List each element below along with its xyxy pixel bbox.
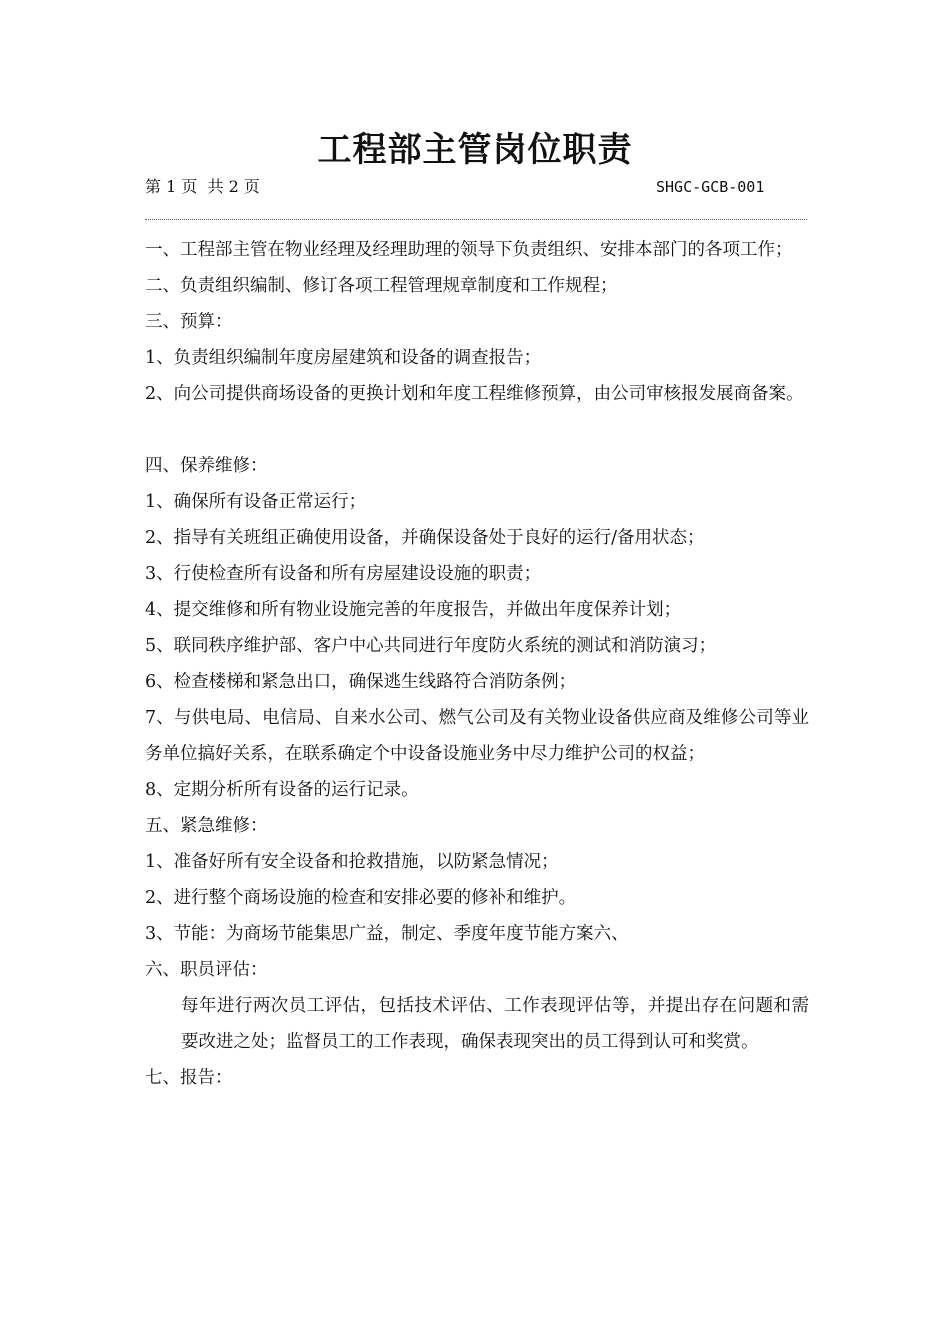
- paragraph-1: 一、工程部主管在物业经理及经理助理的领导下负责组织、安排本部门的各项工作；: [145, 240, 793, 260]
- list-item: 3、行使检查所有设备和所有房屋建设设施的职责；: [145, 564, 542, 584]
- list-item: 1、确保所有设备正常运行；: [145, 492, 367, 512]
- list-item: 8、定期分析所有设备的运行记录。: [145, 780, 419, 800]
- blank-line: [145, 412, 809, 448]
- list-item: 2、进行整个商场设施的检查和安排必要的修补和维护。: [145, 888, 577, 908]
- list-item: 4、提交维修和所有物业设施完善的年度报告，并做出年度保养计划；: [145, 600, 682, 620]
- section-heading-budget: 三、预算：: [145, 312, 233, 332]
- list-item: 1、负责组织编制年度房屋建筑和设备的调查报告；: [145, 348, 542, 368]
- document-body: [145, 232, 809, 1096]
- list-item: 5、联同秩序维护部、客户中心共同进行年度防火系统的测试和消防演习；: [145, 636, 717, 656]
- list-item: 7、与供电局、电信局、自来水公司、燃气公司及有关物业设备供应商及维修公司等业务单位搞好关系，在联系确定个中设备设施业务中尽力维护公司的权益；: [145, 708, 809, 764]
- page-info: 第 1 页 共 2 页: [145, 177, 260, 196]
- list-item: 1、准备好所有安全设备和抢救措施，以防紧急情况；: [145, 852, 559, 872]
- list-item: 2、指导有关班组正确使用设备，并确保设备处于良好的运行/备用状态；: [145, 528, 705, 548]
- list-item: 3、节能：为商场节能集思广益，制定、季度年度节能方案六、: [145, 924, 629, 944]
- document-title: 工程部主管岗位职责: [317, 130, 633, 170]
- header-divider: [145, 219, 807, 220]
- document-code: SHGC-GCB-001: [656, 178, 765, 196]
- list-item: 2、向公司提供商场设备的更换计划和年度工程维修预算，由公司审核报发展商备案。: [145, 384, 804, 404]
- paragraph-2: 二、负责组织编制、修订各项工程管理规章制度和工作规程；: [145, 276, 618, 296]
- list-item: 6、检查楼梯和紧急出口，确保逃生线路符合消防条例；: [145, 672, 577, 692]
- section-heading-emergency: 五、紧急维修：: [145, 816, 268, 836]
- section-heading-evaluation: 六、职员评估：: [145, 960, 268, 980]
- section-heading-maintenance: 四、保养维修：: [145, 456, 268, 476]
- section-heading-report: 七、报告：: [145, 1068, 233, 1088]
- evaluation-paragraph: 每年进行两次员工评估，包括技术评估、工作表现评估等，并提出存在问题和需要改进之处；监督员工的工作表现，确保表现突出的员工得到认可和奖赏。: [181, 996, 809, 1052]
